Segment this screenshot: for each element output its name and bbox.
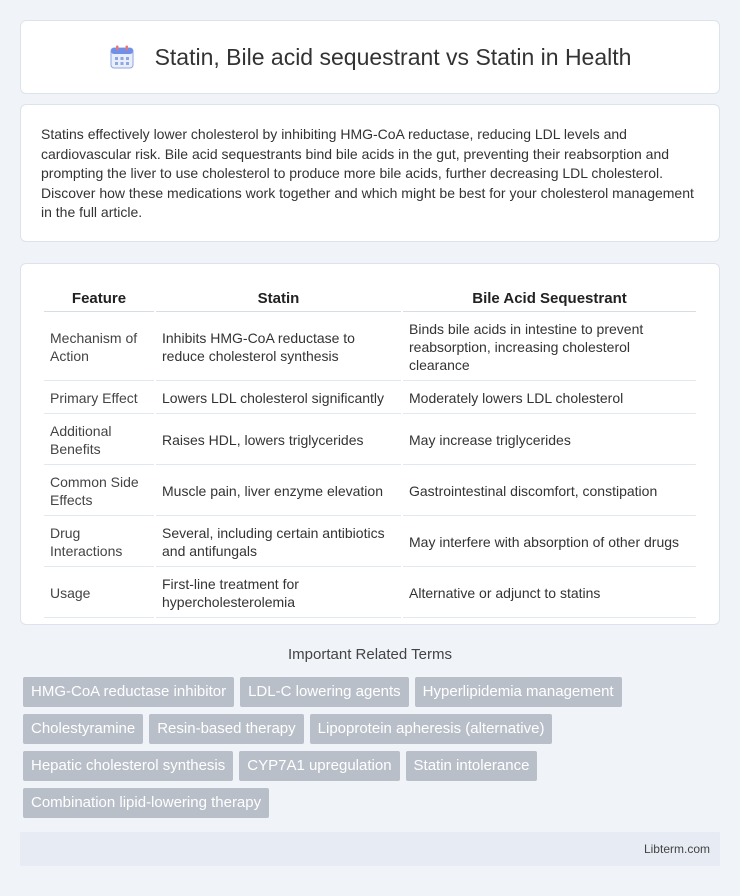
sequestrant-cell: Gastrointestinal discomfort, constipation bbox=[403, 467, 696, 516]
header-feature: Feature bbox=[44, 286, 154, 312]
feature-cell: Primary Effect bbox=[44, 383, 154, 414]
term-tag[interactable]: Hyperlipidemia management bbox=[415, 677, 622, 707]
term-tag[interactable]: LDL-C lowering agents bbox=[240, 677, 409, 707]
feature-cell: Common Side Effects bbox=[44, 467, 154, 516]
intro-card bbox=[20, 104, 720, 242]
table-row bbox=[44, 518, 696, 567]
feature-cell: Additional Benefits bbox=[44, 416, 154, 465]
term-tag[interactable]: Hepatic cholesterol synthesis bbox=[23, 751, 233, 781]
sequestrant-cell: Binds bile acids in intestine to prevent reabsorption, increasing cholesterol clearance bbox=[403, 314, 696, 381]
statin-cell: Several, including certain antibiotics and antifungals bbox=[156, 518, 401, 567]
sequestrant-cell: Alternative or adjunct to statins bbox=[403, 569, 696, 618]
table-row bbox=[44, 416, 696, 465]
table-row bbox=[44, 569, 696, 618]
term-tag[interactable]: HMG-CoA reductase inhibitor bbox=[23, 677, 234, 707]
statin-cell: Raises HDL, lowers triglycerides bbox=[156, 416, 401, 465]
statin-cell: First-line treatment for hypercholesterolemia bbox=[156, 569, 401, 618]
statin-cell: Inhibits HMG-CoA reductase to reduce cholesterol synthesis bbox=[156, 314, 401, 381]
term-tag[interactable]: Cholestyramine bbox=[23, 714, 143, 744]
footer bbox=[20, 832, 720, 866]
page-title: Statin, Bile acid sequestrant vs Statin in Health bbox=[154, 43, 632, 70]
intro-text: Statins effectively lower cholesterol by inhibiting HMG-CoA reductase, reducing LDL levels and cardiovascular risk. Bile acid sequestrants bind bile acids in the gut, preventing their reabsorption and prompting the liver to use cholesterol to produce more bile acids, further decreasing LDL cholesterol. Discover how these medications work together and which might be best for your cholesterol management in the full article. bbox=[41, 126, 694, 221]
statin-cell: Lowers LDL cholesterol significantly bbox=[156, 383, 401, 414]
table-row bbox=[44, 314, 696, 381]
table-header-row bbox=[44, 286, 696, 312]
related-terms-title: Important Related Terms bbox=[288, 646, 452, 663]
sequestrant-cell: Moderately lowers LDL cholesterol bbox=[403, 383, 696, 414]
comparison-table bbox=[42, 284, 698, 620]
term-tag[interactable]: Lipoprotein apheresis (alternative) bbox=[310, 714, 553, 744]
table-row bbox=[44, 467, 696, 516]
statin-cell: Muscle pain, liver enzyme elevation bbox=[156, 467, 401, 516]
footer-site-link[interactable]: Libterm.com bbox=[643, 842, 710, 856]
feature-cell: Mechanism of Action bbox=[44, 314, 154, 381]
term-tag[interactable]: Statin intolerance bbox=[406, 751, 538, 781]
term-tag[interactable]: Resin-based therapy bbox=[149, 714, 303, 744]
header-statin: Statin bbox=[156, 286, 401, 312]
calendar-icon bbox=[109, 44, 135, 70]
table-row bbox=[44, 383, 696, 414]
term-tag[interactable]: CYP7A1 upregulation bbox=[239, 751, 399, 781]
sequestrant-cell: May interfere with absorption of other drugs bbox=[403, 518, 696, 567]
feature-cell: Drug Interactions bbox=[44, 518, 154, 567]
header-bile-acid-sequestrant: Bile Acid Sequestrant bbox=[403, 286, 696, 312]
term-tag[interactable]: Combination lipid-lowering therapy bbox=[23, 788, 269, 818]
related-terms-list bbox=[23, 677, 723, 818]
header-card bbox=[20, 20, 720, 94]
comparison-table-card bbox=[20, 263, 720, 625]
feature-cell: Usage bbox=[44, 569, 154, 618]
sequestrant-cell: May increase triglycerides bbox=[403, 416, 696, 465]
